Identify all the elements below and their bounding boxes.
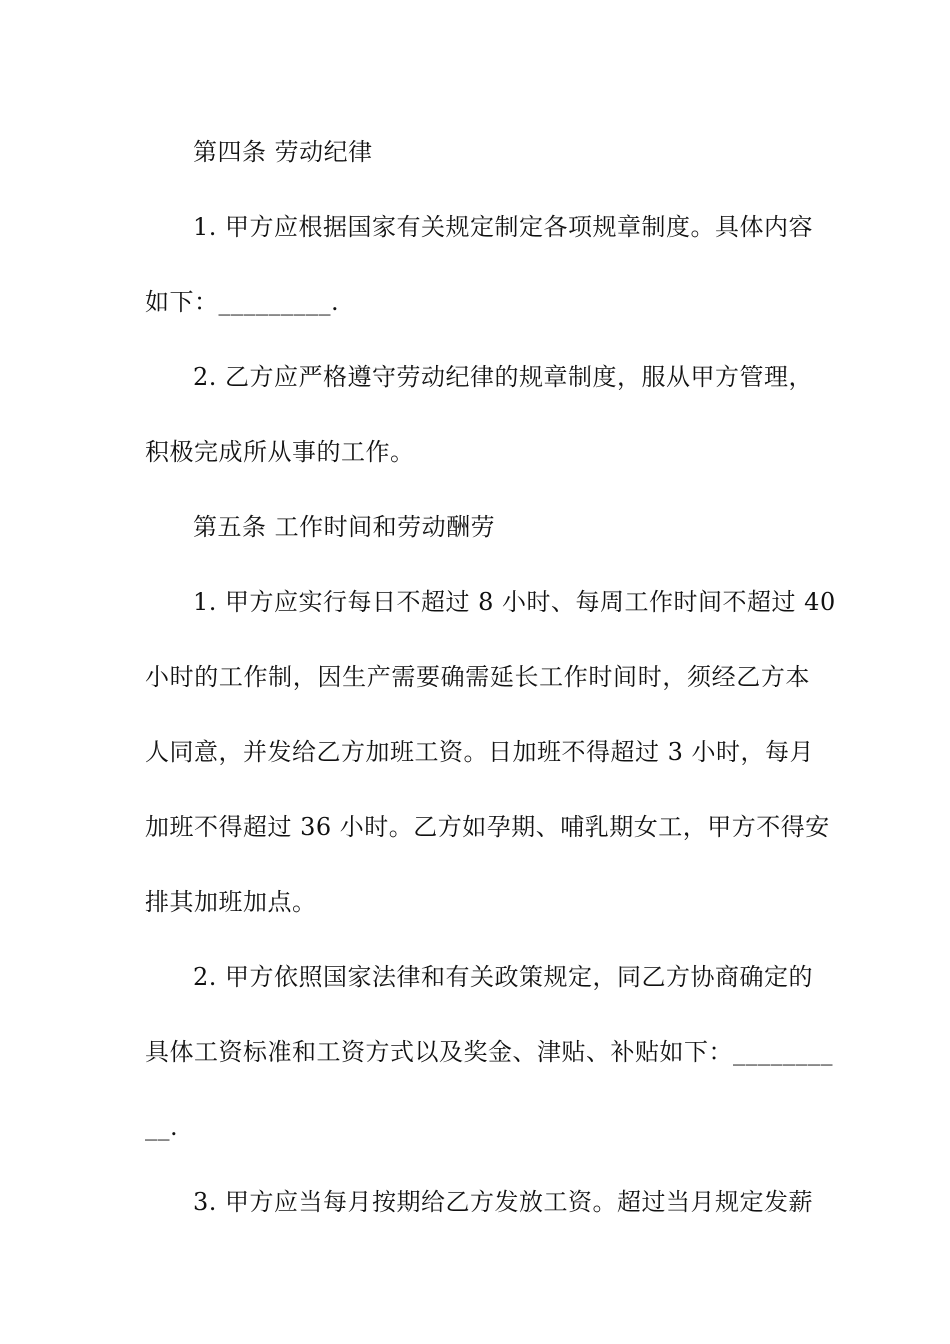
paragraph-line: 排其加班加点。 [145, 888, 317, 916]
paragraph-line: __. [145, 1113, 179, 1141]
paragraph-line: 1. 甲方应根据国家有关规定制定各项规章制度。具体内容 [193, 213, 814, 241]
paragraph-line: 积极完成所从事的工作。 [145, 438, 415, 466]
paragraph-line: 人同意，并发给乙方加班工资。日加班不得超过 3 小时，每月 [145, 738, 815, 766]
article-5-heading: 第五条 工作时间和劳动酬劳 [193, 513, 496, 541]
paragraph-line: 2. 甲方依照国家法律和有关政策规定，同乙方协商确定的 [193, 963, 814, 991]
paragraph-line: 具体工资标准和工资方式以及奖金、津贴、补贴如下：________ [145, 1038, 833, 1066]
paragraph-line: 加班不得超过 36 小时。乙方如孕期、哺乳期女工，甲方不得安 [145, 813, 830, 841]
paragraph-line: 2. 乙方应严格遵守劳动纪律的规章制度，服从甲方管理， [193, 363, 814, 391]
paragraph-line: 1. 甲方应实行每日不超过 8 小时、每周工作时间不超过 40 [193, 588, 836, 616]
paragraph-line: 如下：_________. [145, 288, 340, 316]
article-4-heading: 第四条 劳动纪律 [193, 138, 373, 166]
paragraph-line: 小时的工作制，因生产需要确需延长工作时间时，须经乙方本 [145, 663, 810, 691]
paragraph-line: 3. 甲方应当每月按期给乙方发放工资。超过当月规定发薪 [193, 1188, 814, 1216]
